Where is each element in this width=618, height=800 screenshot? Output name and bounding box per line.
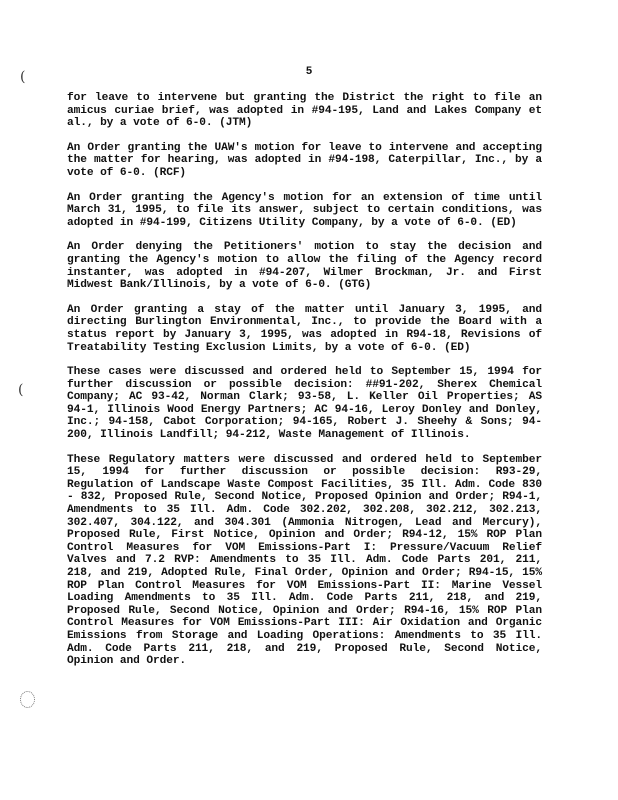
paragraph-uaw-order: An Order granting the UAW's motion for leave to intervene and accepting the matter for hearing, was adopted in #94-198, Caterpillar, Inc., by a vote of 6-0. (RCF): [67, 141, 542, 179]
paragraph-cases-held: These cases were discussed and ordered held to September 15, 1994 for further discussion or possible decision: ##91-202, Sherex Chemical Company; AC 93-42, Norman Clark; 93-58, L. Keller Oil Properties; AS 94-1, Illinois Wood Energy Partners; AC 94-16, Leroy Donley and Donley, Inc.; 94-158, Cabot Corporation; 94-165, Robert J. Sheehy & Sons; 94-200, Illinois Landfill; 94-212, Waste Management of Illinois.: [67, 366, 542, 442]
scan-mark-middle: (: [18, 382, 24, 398]
scan-mark-top: (: [20, 69, 26, 85]
paragraph-amicus-order: for leave to intervene but granting the District the right to file an amicus curiae brief, was adopted in #94-195, Land and Lakes Company et al., by a vote of 6-0. (JTM): [67, 92, 542, 130]
paragraph-stay-denial-order: An Order denying the Petitioners' motion to stay the decision and granting the Agency's motion to allow the filing of the Agency record instanter, was adopted in #94-207, Wilmer Brockman, Jr. and First Midwest Bank/Illinois, by a vote of 6-0. (GTG): [67, 241, 542, 292]
paragraph-stay-order: An Order granting a stay of the matter until January 3, 1995, and directing Burlington Environmental, Inc., to provide the Board with a status report by January 3, 1995, was adopted in R94-18, Revisions of Treatability Testing Exclusion Limits, by a vote of 6-0. (ED): [67, 303, 542, 354]
binder-hole-mark: [20, 691, 35, 708]
paragraph-extension-order: An Order granting the Agency's motion for an extension of time until March 31, 1995, to file its answer, subject to certain conditions, was adopted in #94-199, Citizens Utility Company, by a vote of 6-0. (ED): [67, 191, 542, 229]
paragraph-regulatory-held: These Regulatory matters were discussed and ordered held to September 15, 1994 for further discussion or possible decision: R93-29, Regulation of Landscape Waste Compost Facilities, 35 Ill. Adm. Code 830 - 832, Proposed Rule, Second Notice, Proposed Opinion and Order; R94-1, Amendments to 35 Ill. Adm. Code 302.202, 302.208, 302.212, 302.213, 302.407, 304.122, and 304.301 (Ammonia Nitrogen, Lead and Mercury), Proposed Rule, First Notice, Opinion and Order; R94-12, 15% ROP Plan Control Measures for VOM Emissions-Part I: Pressure/Vacuum Relief Valves and 7.2 RVP: Amendments to 35 Ill. Adm. Code Parts 201, 211, 218, and 219, Adopted Rule, Final Order, Opinion and Order; R94-15, 15% ROP Plan Control Measures for VOM Emissions-Part II: Marine Vessel Loading Amendments to 35 Ill. Adm. Code Parts 211, 218, and 219, Proposed Rule, Second Notice, Opinion and Order; R94-16, 15% ROP Plan Control Measures for VOM Emissions-Part III: Air Oxidation and Organic Emissions from Storage and Loading Operations: Amendments to 35 Ill. Adm. Code Parts 211, 218, and 219, Proposed Rule, Second Notice, Opinion and Order.: [67, 453, 542, 668]
document-body: [67, 92, 542, 668]
page-number: 5: [305, 66, 313, 78]
